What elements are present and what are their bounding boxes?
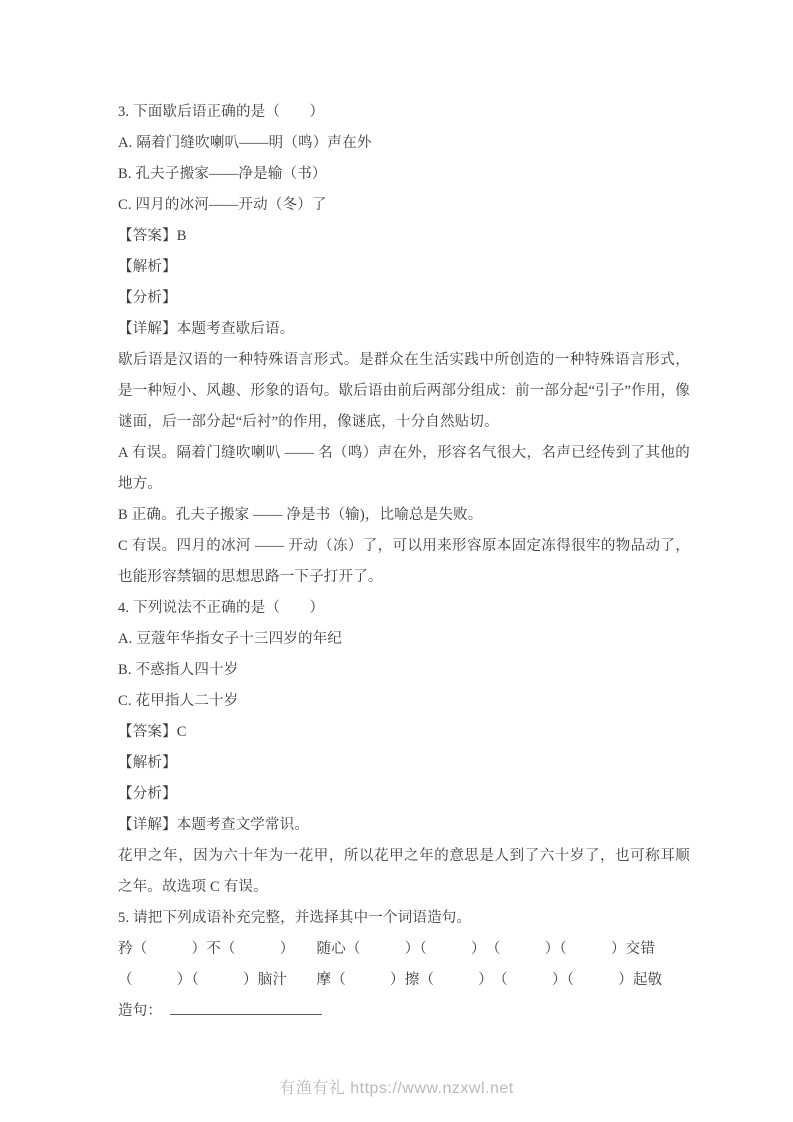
- q5-zaoju-label: 造句：: [118, 1003, 163, 1019]
- q4-jiexi-label: 【解析】: [118, 755, 177, 771]
- exam-document: [118, 97, 690, 1027]
- watermark-footer: [0, 1075, 793, 1098]
- q4-fenxi-label: 【分析】: [118, 786, 177, 802]
- q4-option-a: A. 豆蔻年华指女子十三四岁的年纪: [118, 631, 343, 647]
- q4-stem: 4. 下列说法不正确的是（ ）: [118, 600, 325, 616]
- q3-analysis-c: C 有误。四月的冰河 —— 开动（冻）了，可以用来形容原本固定冻得很牢的物品动了， 也能形容禁锢的思想思路一下子打开了。: [118, 538, 690, 585]
- q4-xiangjie: 【详解】本题考查文学常识。: [118, 817, 310, 833]
- q5-idiom-blanks-row2: （ ）（ ）脑汁 摩（ ）擦（ ） （ ）（ ）起敬: [118, 972, 663, 988]
- q3-fenxi-label: 【分析】: [118, 290, 177, 306]
- q5-stem: 5. 请把下列成语补充完整，并选择其中一个词语造句。: [118, 910, 472, 926]
- q5-answer-blank: [170, 1000, 322, 1015]
- q3-answer: 【答案】B: [118, 228, 187, 244]
- q4-explanation: 花甲之年，因为六十年为一花甲，所以花甲之年的意思是人到了六十岁了，也可称耳顺之年。故选项 C 有误。: [118, 848, 690, 895]
- q3-option-b: B. 孔夫子搬家——净是输（书）: [118, 166, 327, 182]
- q3-analysis-a: A 有误。隔着门缝吹喇叭 —— 名（鸣）声在外，形容名气很大，名声已经传到了其他的地方。: [118, 445, 690, 492]
- q3-explanation: 歇后语是汉语的一种特殊语言形式。是群众在生活实践中所创造的一种特殊语言形式，是一种短小、风趣、形象的语句。歇后语由前后两部分组成：前一部分起“引子”作用，像谜面，后一部分起“后衬”的作用，像谜底，十分自然贴切。: [118, 352, 690, 430]
- q3-option-a: A. 隔着门缝吹喇叭——明（鸣）声在外: [118, 135, 372, 151]
- q3-option-c: C. 四月的冰河——开动（冬）了: [118, 197, 327, 213]
- q4-option-b: B. 不惑指人四十岁: [118, 662, 239, 678]
- watermark-text: 有渔有礼 https://www.nzxwl.net: [279, 1080, 514, 1097]
- q4-option-c: C. 花甲指人二十岁: [118, 693, 239, 709]
- q5-sentence-line: [118, 996, 690, 1027]
- q3-analysis-b: B 正确。孔夫子搬家 —— 净是书（输)，比喻总是失败。: [118, 507, 483, 523]
- q3-stem: 3. 下面歇后语正确的是（ ）: [118, 104, 325, 120]
- q5-idiom-blanks-row1: 矜（ ）不（ ） 随心（ ）（ ） （ ）（ ）交错: [118, 941, 656, 957]
- q3-jiexi-label: 【解析】: [118, 259, 177, 275]
- q3-xiangjie: 【详解】本题考查歇后语。: [118, 321, 295, 337]
- q4-answer: 【答案】C: [118, 724, 187, 740]
